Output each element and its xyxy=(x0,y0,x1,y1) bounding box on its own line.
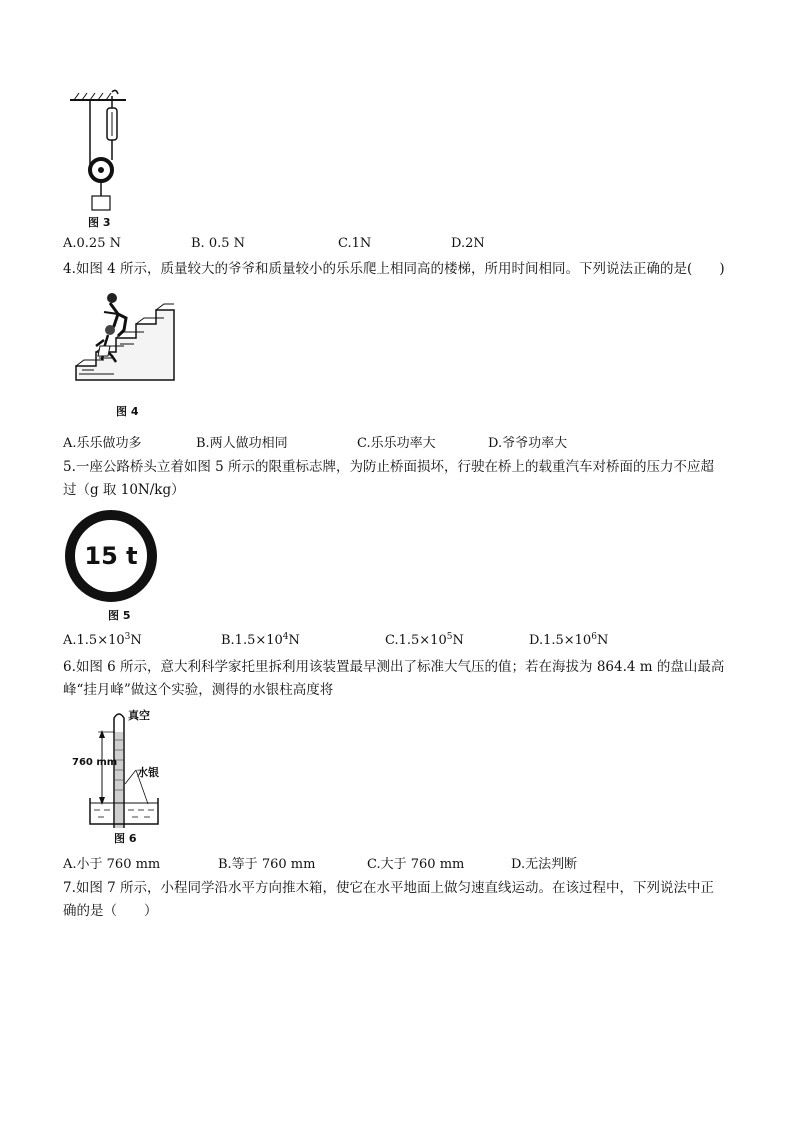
figure-3-pulley xyxy=(68,88,130,214)
q5-option-a-exp: 3 xyxy=(124,632,131,642)
q5-option-c-exp: 5 xyxy=(446,632,453,642)
q6-option-a: A.小于 760 mm xyxy=(63,857,161,872)
label-height: 760 mm xyxy=(72,757,118,768)
q4-option-c: C.乐乐功率大 xyxy=(357,436,436,451)
q4-option-a: A.乐乐做功多 xyxy=(63,436,142,451)
q5-option-d xyxy=(529,632,608,648)
label-vacuum: 真空 xyxy=(128,709,150,722)
q6-option-b: B.等于 760 mm xyxy=(218,857,316,872)
q4-option-d: D.爷爷功率大 xyxy=(488,436,568,451)
q5-option-b-unit: N xyxy=(288,633,300,648)
q5-option-c-mantissa: C.1.5×10 xyxy=(385,633,447,648)
q6-stem-line-2: 峰“挂月峰”做这个实验，测得的水银柱高度将 xyxy=(63,682,334,698)
q5-stem-line-2: 过（g 取 10N/kg） xyxy=(63,482,185,498)
figure-6-torricelli-apparatus xyxy=(70,706,170,832)
q3-option-b: B. 0.5 N xyxy=(191,236,245,251)
q7-stem-line-1: 7.如图 7 所示，小程同学沿水平方向推木箱，使它在水平地面上做匀速直线运动。在该过程中，下列说法中正 xyxy=(63,880,715,896)
q3-option-a: A.0.25 N xyxy=(63,236,121,251)
q6-stem-line-1: 6.如图 6 所示，意大利科学家托里拆利用该装置最早测出了标准大气压的值；若在海拔为 864.4 m 的盘山最高 xyxy=(63,659,725,675)
q5-option-b-exp: 4 xyxy=(282,632,289,642)
q5-option-d-mantissa: D.1.5×10 xyxy=(529,633,592,648)
q5-option-d-unit: N xyxy=(596,633,609,648)
q5-option-d-exp: 6 xyxy=(591,632,597,642)
q5-option-a-mantissa: A.1.5×10 xyxy=(63,633,125,648)
q6-option-d: D.无法判断 xyxy=(511,857,578,872)
q5-option-b-mantissa: B.1.5×10 xyxy=(221,633,283,648)
figure-4-caption: 图 4 xyxy=(116,405,139,418)
q4-stem: 4.如图 4 所示，质量较大的爷爷和质量较小的乐乐爬上相同高的楼梯，所用时间相同。下列说法正确的是( ) xyxy=(63,261,725,277)
label-mercury: 水银 xyxy=(137,766,159,779)
q5-stem-line-1: 5.一座公路桥头立着如图 5 所示的限重标志牌，为防止桥面损坏，行驶在桥上的载重汽车对桥面的压力不应超 xyxy=(63,459,715,475)
figure-4-stairs xyxy=(74,290,178,386)
q5-option-c-unit: N xyxy=(452,633,464,648)
figure-6-caption: 图 6 xyxy=(114,832,137,845)
q5-option-a-unit: N xyxy=(130,633,142,648)
q4-option-b: B.两人做功相同 xyxy=(196,436,288,451)
figure-5-weight-limit-sign xyxy=(64,509,158,603)
figure-5-caption: 图 5 xyxy=(108,609,131,622)
q3-option-c: C.1N xyxy=(338,236,372,251)
figure-3-caption: 图 3 xyxy=(88,216,111,229)
sign-text: 15 t xyxy=(84,542,138,570)
q5-option-b xyxy=(221,632,300,648)
q6-option-c: C.大于 760 mm xyxy=(367,857,465,872)
q3-option-d: D.2N xyxy=(451,236,485,251)
q5-option-a xyxy=(63,632,142,648)
q7-stem-line-2: 确的是（ ） xyxy=(63,903,158,919)
q5-option-c xyxy=(385,632,464,648)
